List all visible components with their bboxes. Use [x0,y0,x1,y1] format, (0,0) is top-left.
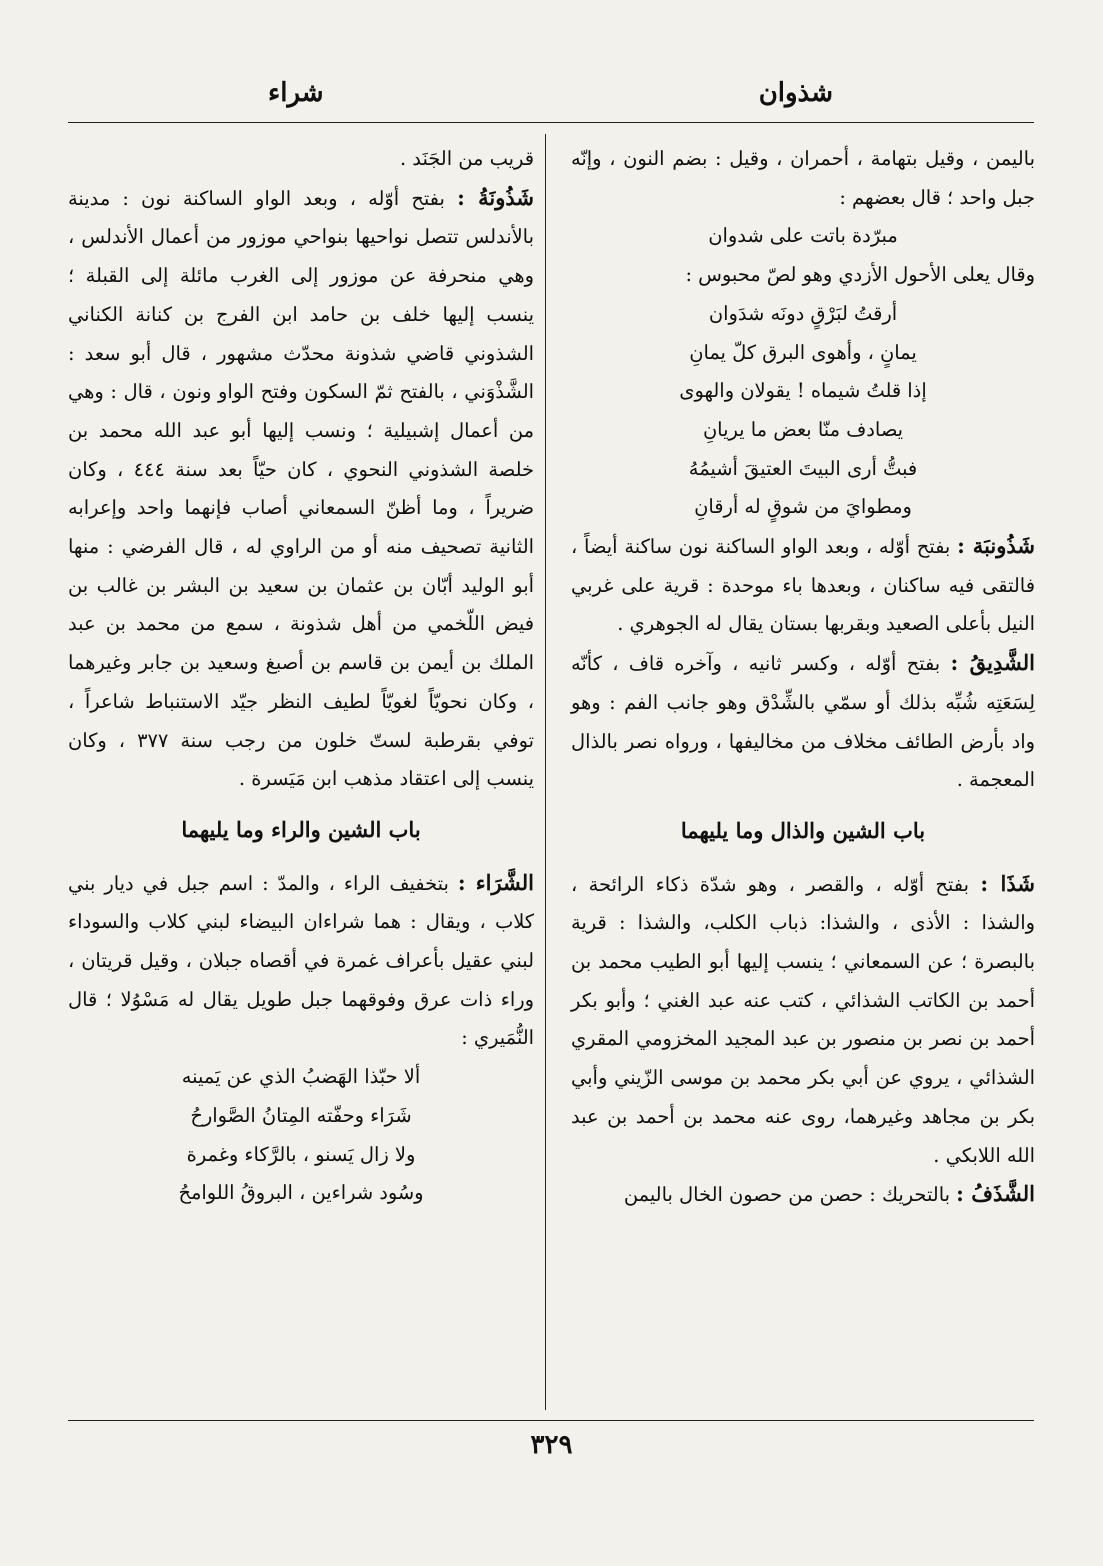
dictionary-entry [571,865,1035,1176]
entry-headword: الشَّذَفُ : [956,1181,1035,1207]
entry-headword: شَذُونبَة : [957,533,1036,559]
footer-rule [68,1420,1034,1421]
paragraph: باليمن ، وقيل بتهامة ، أحمران ، وقيل : بضم النون ، وإنّه جبل واحد ؛ قال بعضهم : [571,147,1035,209]
entry-text: بفتح أوّله ، والقصر ، وهو شدّة ذكاء الرائحة ، والشذا : الأذى ، والشذا: ذباب الكلب، والشذا : قرية بالبصرة ؛ عن السمعاني ؛ ينسب إليها أبو الطيب محمد بن أحمد بن الكاتب الشذائي ، كتب عنه عبد الغني ؛ وأبو بكر أحمد بن نصر بن منصور بن عبد المجيد المخزومي المقري الشذائي ، يروي عن أبي بكر محمد بن موسى الزّيني وأبي بكر بن مجاهد وغيرهما، روى عنه محمد بن أحمد بن عبد الله اللابكي . [571,872,1035,1167]
running-head-right: شذوان [758,78,833,108]
paragraph: وقال يعلى الأحول الأزدي وهو لصّ محبوس : [685,263,1035,287]
entry-text: بفتح أوّله ، وكسر ثانيه ، وآخره قاف ، كأنّه لِسَعَتِه شُبِّه بذلك أو سمّي بالشِّدْق وهو جانب الفم : وهو واد بأرض الطائف مخلاف من مخاليفها ، ورواه نصر بالذال المعجمة . [571,652,1035,792]
entry-text: بالتحريك : حصن من حصون الخال باليمن [623,1183,957,1207]
verse-line: مبرّدة باتت على شدوان [708,224,898,248]
entry-headword: الشَّرَاء : [457,869,535,895]
verse-line: ولا زال يَسنو ، بالرَّكاء وغمرة [186,1142,416,1166]
dictionary-entry [68,864,534,1059]
verse-line: فبتُّ أرى البيتَ العتيقَ أشيمُهُ [688,456,918,480]
entry-text: بفتح أوّله ، وبعد الواو الساكنة نون ساكنة أيضاً ، فالتقى فيه ساكنان ، وبعدها باء موحدة : قرية على غربي النيل بأعلى الصعيد وبقربها بستان يقال له الجوهري . [571,535,1035,636]
verse-line: يمانٍ ، وأهوى البرق كلّ يمانِ [689,340,917,364]
dictionary-entry [68,179,534,799]
entry-text: بتخفيف الراء ، والمدّ : اسم جبل في ديار بني كلاب ، ويقال : هما شراءان البيضاء لبني كلاب والسوداء لبني عقيل بأعراف غمرة في أقصاه جبلان ، وقيل قريتان ، وراء ذات عرق وفوقهما جبل طويل يقال له مَسْوُلا ؛ قال النُّمَيري : [68,871,534,1050]
chapter-heading: باب الشين والراء وما يليهما [181,816,421,842]
column-separator [545,134,546,1410]
entry-headword: شَذَا : [980,870,1035,896]
verse-line: يصادف منّا بعض ما يريانِ [702,417,904,441]
dictionary-entry [571,527,1035,644]
paragraph: قريب من الجَنَد . [399,147,534,170]
verse-line: ألا حبّذا الهَضبُ الذي عن يَمينه [181,1065,421,1089]
verse-line: شَرَاء وحفّته المِتانُ الصَّوارحُ [190,1103,412,1127]
entry-headword: شَذُونَةُ : [457,184,534,210]
entry-headword: الشَّدِيقُ : [950,650,1036,676]
verse-line: ومطوايَ من شوقٍ له أرقانِ [694,495,912,519]
verse-line: إذا قلتُ شيماه ! يقولان والهوى [679,379,927,403]
left-column [68,140,534,1213]
running-head-left: شراء [268,78,324,108]
verse-line: وسُود شراءين ، البروقُ اللوامحُ [178,1181,424,1205]
entry-text: بفتح أوّله ، وبعد الواو الساكنة نون : مدينة بالأندلس تتصل نواحيها بنواحي موزور من أعمال الأندلس ، وهي منحرفة عن موزور إلى الغرب مائلة إلى القبلة ؛ ينسب إليها خلف بن حامد ابن الفرج بن كنانة الكناني الشذوني قاضي شذونة محدّث مشهور ، قال أبو سعد : الشَّذْوَني ، بالفتح ثمّ السكون وفتح الواو ونون ، قال : وهي من أعمال إشبيلية ؛ ونسب إليها أبو عبد الله محمد بن خلصة الشذوني النحوي ، كان حيّاً بعد سنة ٤٤٤ ، وكان ضريراً ، وما أظنّ السمعاني أصاب فإنهما واحد وإعرابه الثانية تصحيف منه أو من الراوي له ، قال الفرضي : منها أبو الوليد أبّان بن عثمان بن سعيد بن البشر بن غالب بن فيض اللّخمي من أهل شذونة ، سمع من محمد بن عبد الملك بن أيمن بن قاسم بن أصبغ وسعيد بن جابر وغيرهما ، وكان نحويّاً لغويّاً لطيف النظر جيّد الاستنباط شاعراً ، توفي بقرطبة لستّ خلون من رجب سنة ٣٧٧ ، وكان ينسب إلى اعتقاد مذهب ابن مَيَسرة . [68,186,534,791]
verse-line: أرقتُ لبَرْقٍ دونَه شدَوان [708,301,898,325]
dictionary-entry [571,1175,1035,1215]
header-rule [68,122,1034,123]
right-column [571,140,1035,1215]
dictionary-entry [571,644,1035,800]
page-number: ٣٢٩ [530,1430,573,1460]
chapter-heading: باب الشين والذال وما يليهما [680,817,926,843]
